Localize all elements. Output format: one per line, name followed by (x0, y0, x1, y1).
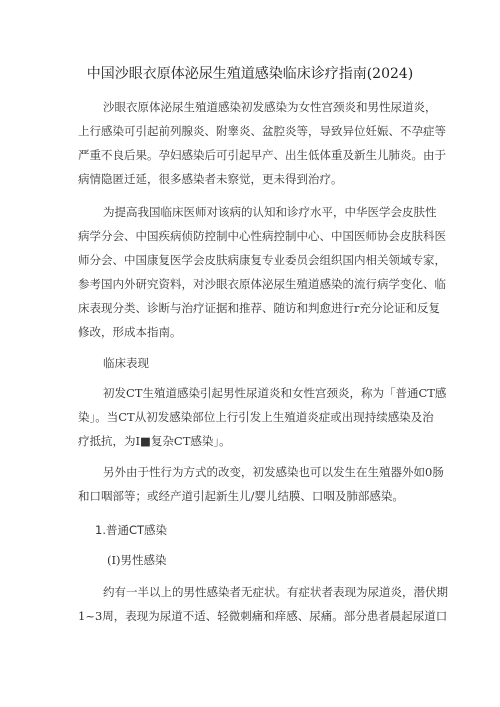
paragraph-2-line-4: 参考国内外研究资料，对沙眼衣原体泌尿生殖道感染的流行病学变化、临 (78, 277, 446, 291)
subheading-male-infection: (I)男性感染 (107, 553, 167, 567)
paragraph-2-line-2: 病学分会、中国疾病侦防控制中心性病控制中心、中国医师协会皮肤科医 (78, 229, 446, 243)
document-title: 中国沙眼衣原体泌尿生殖道感染临床诊疗指南(2024) (86, 66, 414, 82)
paragraph-1-line-4: 病情隐匿迁延，很多感染者未察觉，更未得到治疗。 (78, 172, 343, 186)
paragraph-5-line-2: 1~3周，表现为尿道不适、轻微刺痛和痒感、尿痛。部分患者晨起尿道口 (78, 609, 448, 623)
paragraph-4-line-1: 另外由于性行为方式的改变，初发感染也可以发生在生殖器外如0肠 (103, 465, 444, 479)
paragraph-1-line-1: 沙眼衣原体泌尿生殖道感染初发感染为女性宫颈炎和男性尿道炎， (103, 100, 437, 114)
paragraph-2-line-5: 床表现分类、诊断与治疗证据和推荐、随访和判愈进行r充分论证和反复 (78, 301, 440, 315)
paragraph-1-line-2: 上行感染可引起前列腺炎、附睾炎、盆腔炎等，导致异位妊娠、不孕症等 (78, 124, 446, 138)
paragraph-1-line-3: 严重不良后果。孕妇感染后可引起早产、出生低体重及新生儿肺炎。由于 (78, 148, 446, 162)
paragraph-3-line-3: 疗抵抗，为I■复杂CT感染」。 (78, 434, 231, 448)
subheading-common-ct: 1.普通CT感染 (95, 523, 168, 537)
section-heading-clinical: 临床表现 (103, 356, 149, 370)
paragraph-5-line-1: 约有一半以上的男性感染者无症状。有症状者表现为尿道炎，潜伏期 (103, 585, 448, 599)
paragraph-3-line-1: 初发CT生殖道感染引起男性尿道炎和女性宫颈炎，称为「普通CT感 (103, 386, 447, 400)
paragraph-3-line-2: 染」。当CT从初发感染部位上行引发上生殖道炎症或出现持续感染及治 (78, 410, 434, 424)
paragraph-4-line-2: 和口咽部等；或经产道引起新生儿/婴儿结膜、口咽及肺部感染。 (78, 489, 404, 503)
paragraph-2-line-1: 为提高我国临床医师对该病的认知和诊疗水平，中华医学会皮肤性 (103, 205, 437, 219)
paragraph-2-line-3: 师分会、中国康复医学会皮肤病康复专业委员会组织国内相关领域专家， (78, 253, 446, 267)
paragraph-2-line-6: 修改，形成本指南。 (78, 325, 182, 339)
